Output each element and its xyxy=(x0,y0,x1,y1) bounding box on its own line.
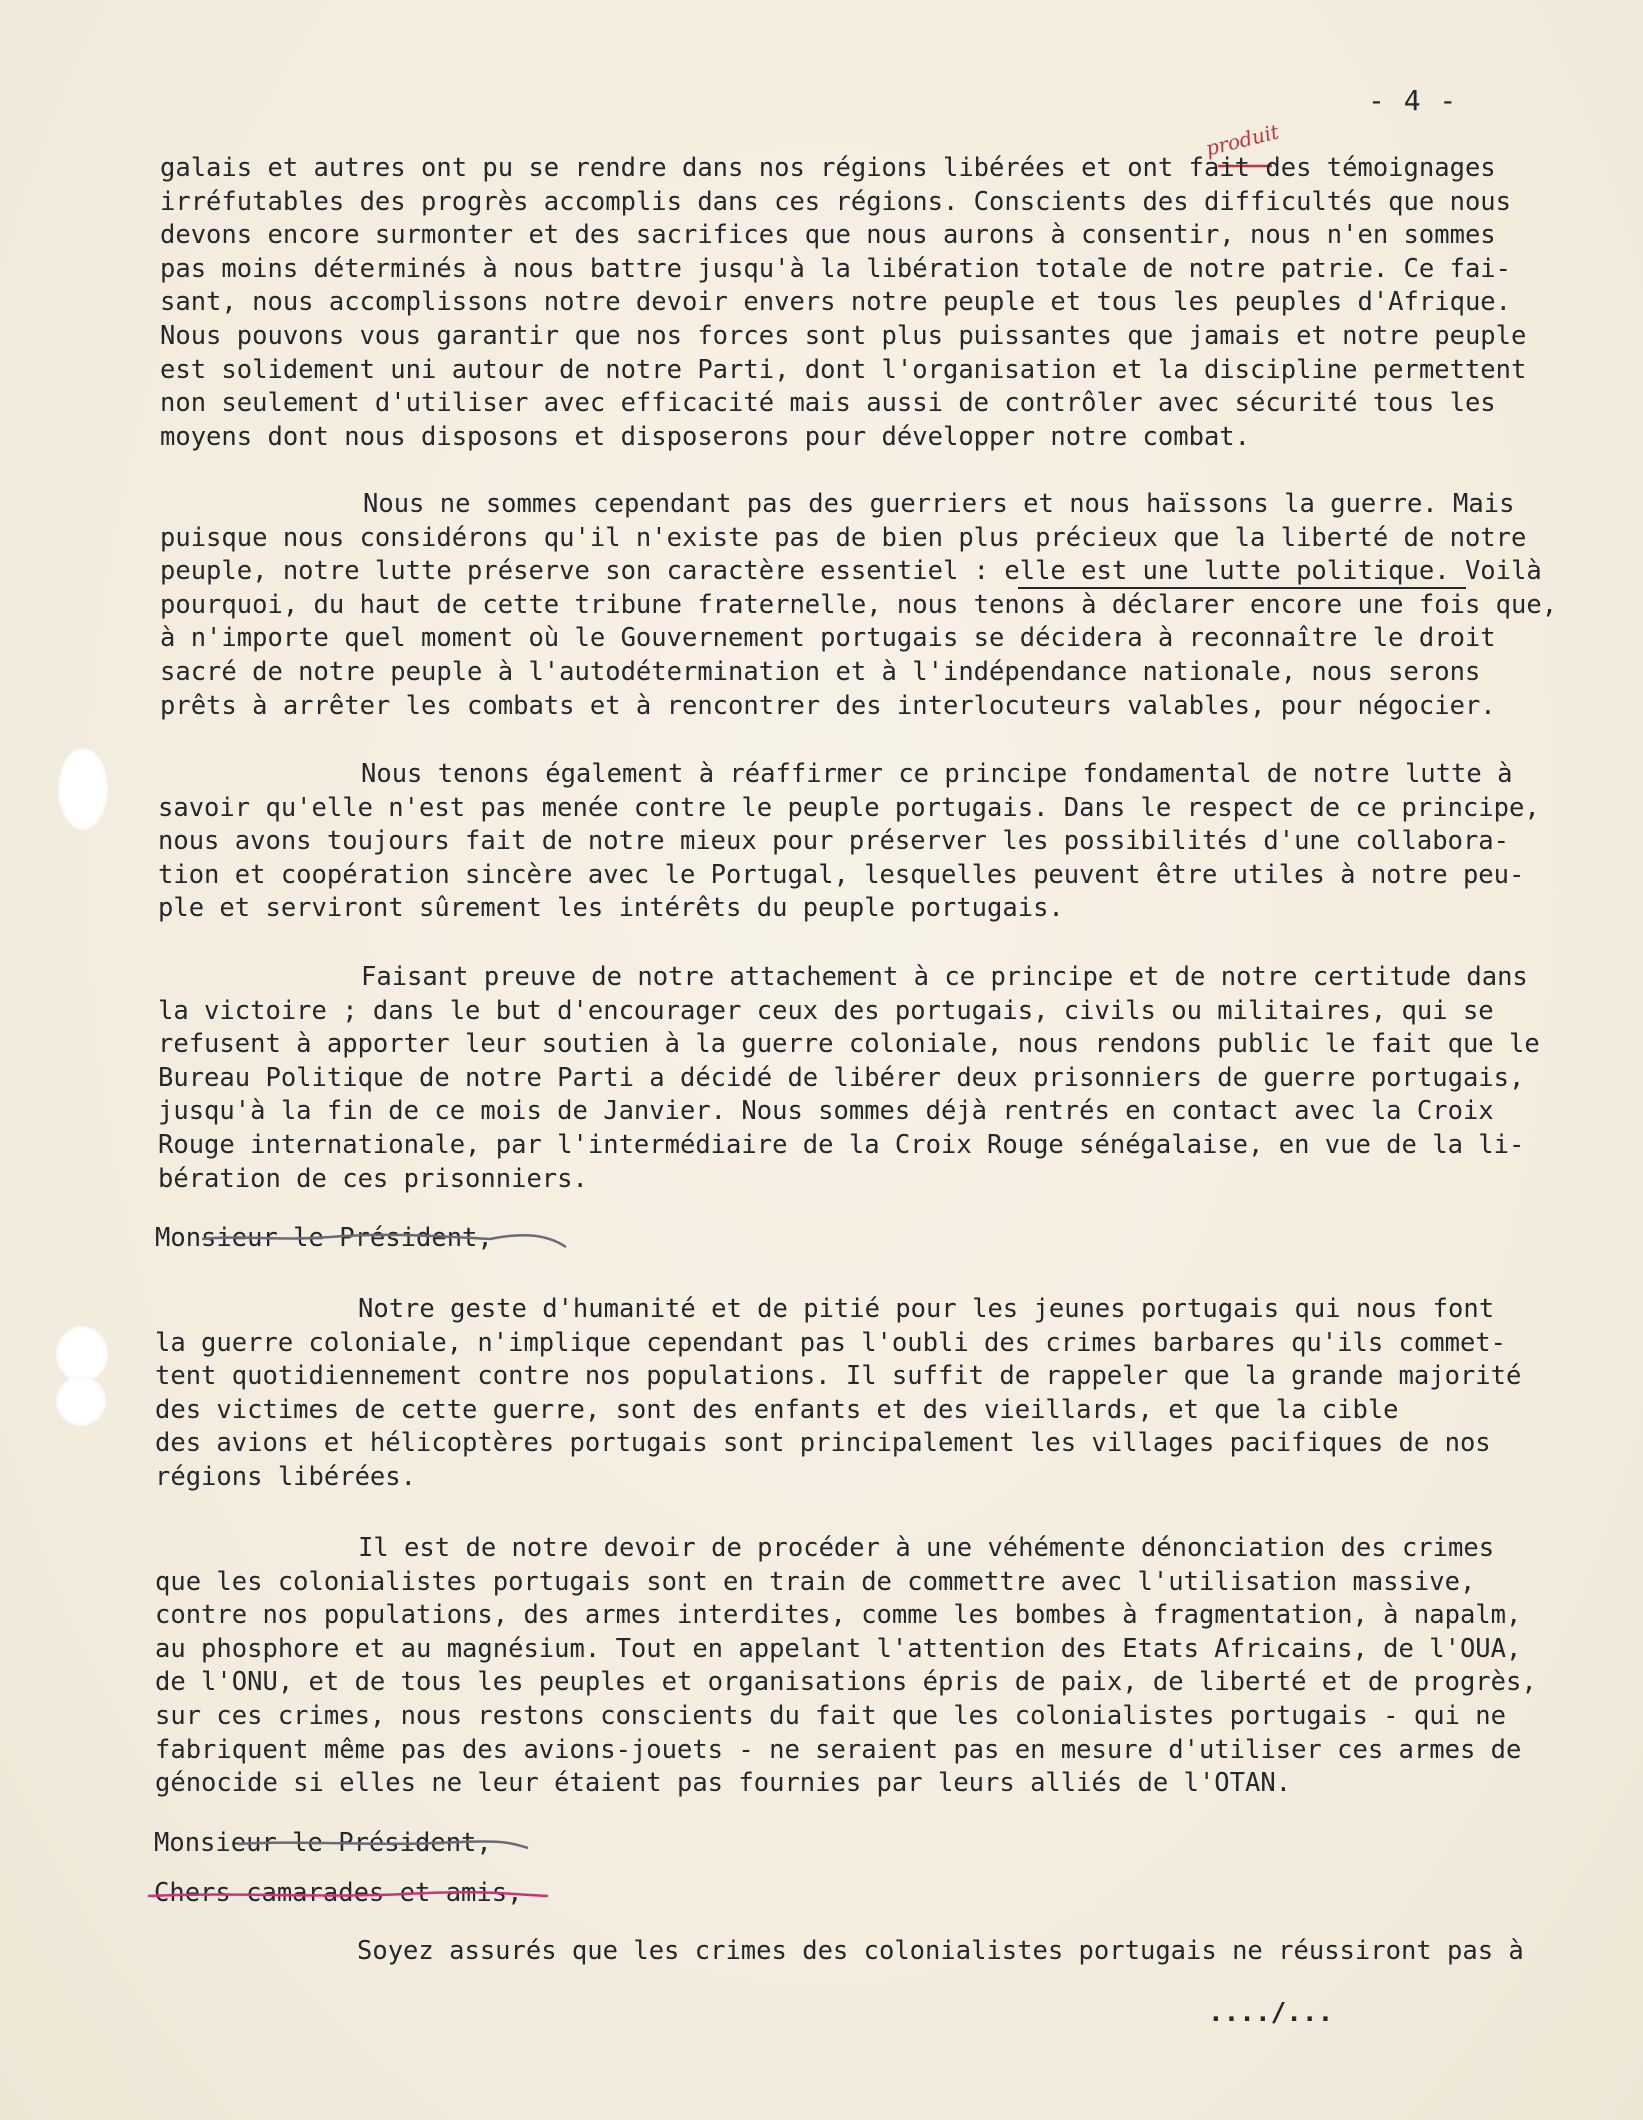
text-line: des avions et hélicoptères portugais sont principalement les villages pacifiques de nos xyxy=(155,1428,1491,1459)
text-line: bération de ces prisonniers. xyxy=(158,1163,588,1194)
text-line: fabriquent même pas des avions-jouets - ne seraient pas en mesure d'utiliser ces armes de xyxy=(155,1734,1522,1765)
text-line: Bureau Politique de notre Parti a décidé de libérer deux prisonniers de guerre portugais, xyxy=(158,1062,1525,1093)
text-line: de l'ONU, et de tous les peuples et organisations épris de paix, de liberté et de progrès, xyxy=(155,1667,1537,1698)
punch-hole xyxy=(58,748,108,830)
paragraph-2 xyxy=(160,488,1580,723)
text-line: jusqu'à la fin de ce mois de Janvier. Nous sommes déjà rentrés en contact avec la Croix xyxy=(158,1096,1494,1127)
strike-through xyxy=(146,1884,552,1906)
text-line: sant, nous accomplissons notre devoir envers notre peuple et tous les peuples d'Afrique. xyxy=(160,287,1512,318)
text-line: tion et coopération sincère avec le Portugal, lesquelles peuvent être utiles à notre peu- xyxy=(158,859,1525,890)
text-line: Rouge internationale, par l'intermédiaire de la Croix Rouge sénégalaise, en vue de la li- xyxy=(158,1129,1525,1160)
text-line: savoir qu'elle n'est pas menée contre le peuple portugais. Dans le respect de ce principe, xyxy=(158,792,1540,823)
text-line: Il est de notre devoir de procéder à une véhémente dénonciation des crimes xyxy=(358,1533,1495,1563)
text-line: peuple, notre lutte préserve son caractère essentiel : elle est une lutte politique. Voilà xyxy=(160,556,1542,587)
punch-hole xyxy=(56,1376,106,1426)
text-line: pourquoi, du haut de cette tribune fraternelle, nous tenons à déclarer encore une fois que, xyxy=(160,589,1558,620)
salutation: Chers camarades et amis, xyxy=(154,1878,523,1908)
text-line: Faisant preuve de notre attachement à ce principe et de notre certitude dans xyxy=(361,962,1528,992)
text-line: nous avons toujours fait de notre mieux pour préserver les possibilités d'une collabora- xyxy=(158,826,1510,857)
paragraph-1 xyxy=(160,152,1564,454)
text-line: Nous ne sommes cependant pas des guerriers et nous haïssons la guerre. Mais xyxy=(363,489,1515,519)
text-line: tent quotidiennement contre nos populations. Il suffit de rappeler que la grande majorité xyxy=(155,1361,1522,1392)
text-line: pas moins déterminés à nous battre jusqu'à la libération totale de notre patrie. Ce fai- xyxy=(160,253,1512,284)
underline-mark xyxy=(1018,584,1470,592)
paragraph-4 xyxy=(158,961,1570,1196)
text-line: non seulement d'utiliser avec efficacité mais aussi de contrôler avec sécurité tous les xyxy=(160,388,1496,419)
paragraph-6 xyxy=(155,1532,1565,1801)
continuation-mark: ..../... xyxy=(1208,1998,1334,2028)
text-line: galais et autres ont pu se rendre dans nos régions libérées et ont fait des témoignages xyxy=(160,153,1496,183)
text-line: puisque nous considérons qu'il n'existe pas de bien plus précieux que la liberté de notre xyxy=(160,522,1527,553)
text-line: devons encore surmonter et des sacrifices que nous aurons à consentir, nous n'en sommes xyxy=(160,220,1496,251)
salutation: Monsieur le Président, xyxy=(154,1828,492,1858)
text-line: contre nos populations, des armes interdites, comme les bombes à fragmentation, à napalm, xyxy=(155,1600,1522,1631)
text-line: génocide si elles ne leur étaient pas fournies par leurs alliés de l'OTAN. xyxy=(155,1768,1292,1799)
salutation: Monsieur le Président, xyxy=(155,1223,493,1253)
text-line: refusent à apporter leur soutien à la guerre coloniale, nous rendons public le fait que le xyxy=(158,1029,1540,1060)
text-line: la guerre coloniale, n'implique cependant pas l'oubli des crimes barbares qu'ils commet- xyxy=(155,1327,1507,1358)
text-line: la victoire ; dans le but d'encourager ceux des portugais, civils ou militaires, qui se xyxy=(158,995,1494,1026)
text-line: ple et serviront sûrement les intérêts du peuple portugais. xyxy=(158,893,1064,924)
strike-through xyxy=(200,1225,570,1255)
text-line: au phosphore et au magnésium. Tout en appelant l'attention des Etats Africains, de l'OUA, xyxy=(155,1633,1522,1664)
text-line: Nous pouvons vous garantir que nos forces sont plus puissantes que jamais et notre peuple xyxy=(160,320,1527,351)
text-line: moyens dont nous disposons et disposerons pour développer notre combat. xyxy=(160,421,1251,452)
handwritten-correction: produit xyxy=(1203,119,1282,161)
text-line: sur ces crimes, nous restons conscients du fait que les colonialistes portugais - qui ne xyxy=(155,1700,1507,1731)
punch-hole xyxy=(56,1326,108,1382)
text-line: à n'importe quel moment où le Gouvernement portugais se décidera à reconnaître le droit xyxy=(160,623,1496,654)
text-line: sacré de notre peuple à l'autodétermination et à l'indépendance nationale, nous serons xyxy=(160,656,1481,687)
page-number: - 4 - xyxy=(1368,84,1458,117)
text-line: que les colonialistes portugais sont en train de commettre avec l'utilisation massive, xyxy=(155,1566,1476,1597)
text-line: irréfutables des progrès accomplis dans ces régions. Conscients des difficultés que nous xyxy=(160,186,1512,217)
text-line: prêts à arrêter les combats et à rencontrer des interlocuteurs valables, pour négocier. xyxy=(160,690,1496,721)
paragraph-7 xyxy=(154,1935,1558,1969)
text-line: Notre geste d'humanité et de pitié pour les jeunes portugais qui nous font xyxy=(358,1294,1495,1324)
paragraph-3 xyxy=(158,758,1570,926)
strike-through xyxy=(236,1834,532,1856)
text-line: est solidement uni autour de notre Parti, dont l'organisation et la discipline permettent xyxy=(160,354,1527,385)
text-line: régions libérées. xyxy=(155,1461,416,1492)
text-line: Soyez assurés que les crimes des colonialistes portugais ne réussiront pas à xyxy=(357,1936,1524,1966)
paragraph-5 xyxy=(155,1293,1563,1495)
text-line: Nous tenons également à réaffirmer ce principe fondamental de notre lutte à xyxy=(361,759,1513,789)
text-line: des victimes de cette guerre, sont des enfants et des vieillards, et que la cible xyxy=(155,1394,1399,1425)
